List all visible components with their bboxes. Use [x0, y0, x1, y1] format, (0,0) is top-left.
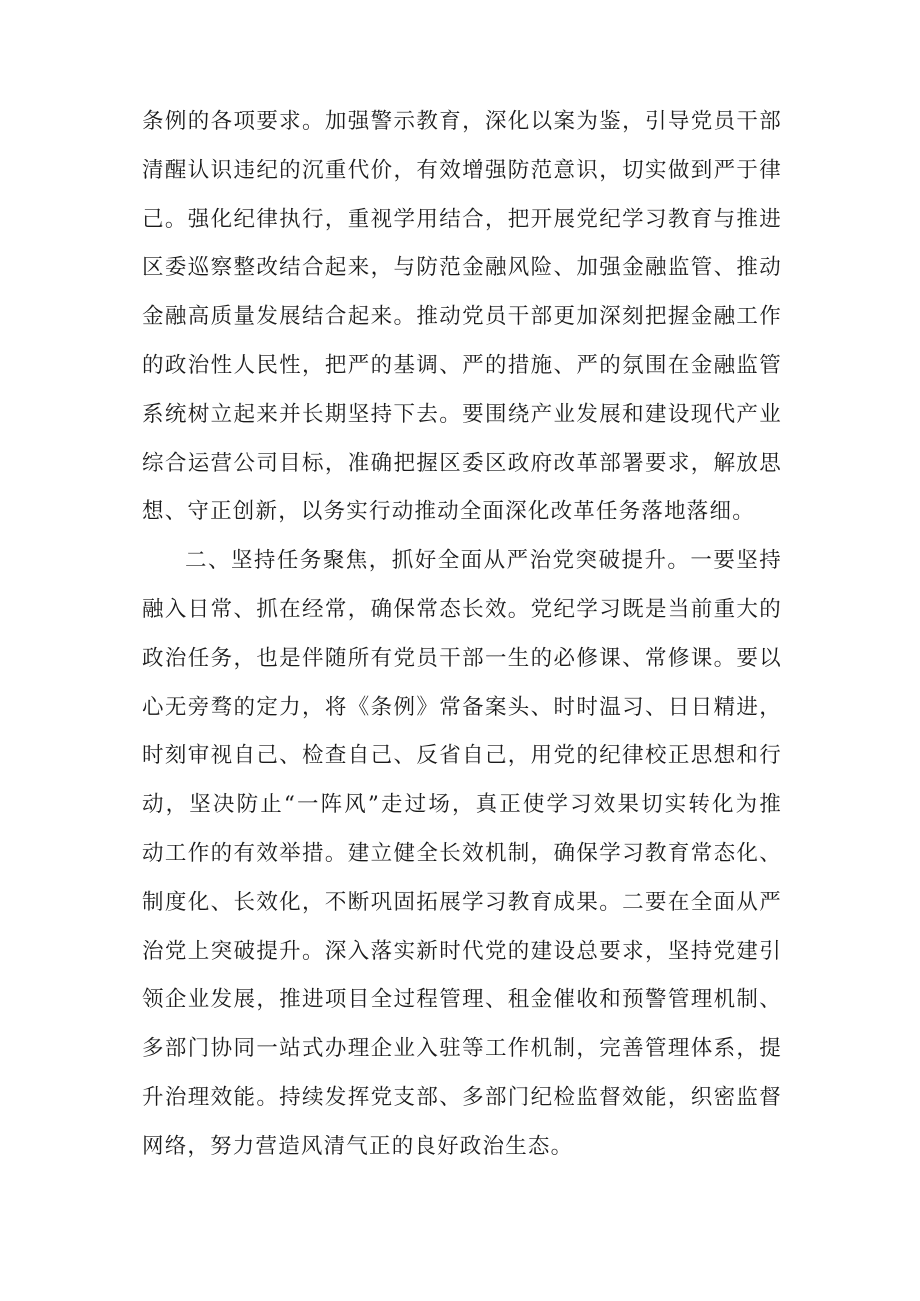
document-body	[142, 98, 782, 1172]
text-line: 清醒认识违纪的沉重代价，有效增强防范意识，切实做到严于律	[142, 157, 782, 183]
text-line: 制度化、长效化，不断巩固拓展学习教育成果。二要在全面从严	[142, 889, 782, 915]
text-line: 领企业发展，推进项目全过程管理、租金催收和预警管理机制、	[142, 987, 782, 1013]
text-line: 政治任务，也是伴随所有党员干部一生的必修课、常修课。要以	[142, 645, 782, 671]
paragraph-2	[142, 537, 782, 1171]
text-line: 多部门协同一站式办理企业入驻等工作机制，完善管理体系，提	[142, 1036, 782, 1062]
text-line: 升治理效能。持续发挥党支部、多部门纪检监督效能，织密监督	[142, 1084, 782, 1110]
text-line: 心无旁骛的定力，将《条例》常备案头、时时温习、日日精进，	[142, 694, 782, 720]
paragraph-1	[142, 98, 782, 537]
text-line: 的政治性人民性，把严的基调、严的措施、严的氛围在金融监管	[142, 352, 782, 378]
text-line: 治党上突破提升。深入落实新时代党的建设总要求，坚持党建引	[142, 938, 782, 964]
text-line: 金融高质量发展结合起来。推动党员干部更加深刻把握金融工作	[142, 304, 782, 330]
text-line: 二、坚持任务聚焦，抓好全面从严治党突破提升。一要坚持	[185, 548, 782, 574]
text-line: 时刻审视自己、检查自己、反省自己，用党的纪律校正思想和行	[142, 743, 782, 769]
text-line: 条例的各项要求。加强警示教育，深化以案为鉴，引导党员干部	[142, 109, 782, 134]
text-line: 综合运营公司目标，准确把握区委区政府改革部署要求，解放思	[142, 450, 782, 476]
text-line: 融入日常、抓在经常，确保常态长效。党纪学习既是当前重大的	[142, 596, 782, 622]
text-line: 己。强化纪律执行，重视学用结合，把开展党纪学习教育与推进	[142, 206, 782, 232]
text-line: 动工作的有效举措。建立健全长效机制，确保学习教育常态化、	[142, 840, 782, 866]
text-line: 系统树立起来并长期坚持下去。要围绕产业发展和建设现代产业	[142, 401, 782, 427]
text-line: 网络，努力营造风清气正的良好政治生态。	[142, 1133, 574, 1159]
text-line: 动，坚决防止“一阵风”走过场，真正使学习效果切实转化为推	[142, 792, 782, 818]
text-line: 区委巡察整改结合起来，与防范金融风险、加强金融监管、推动	[142, 255, 782, 281]
text-line: 想、守正创新，以务实行动推动全面深化改革任务落地落细。	[142, 499, 755, 525]
